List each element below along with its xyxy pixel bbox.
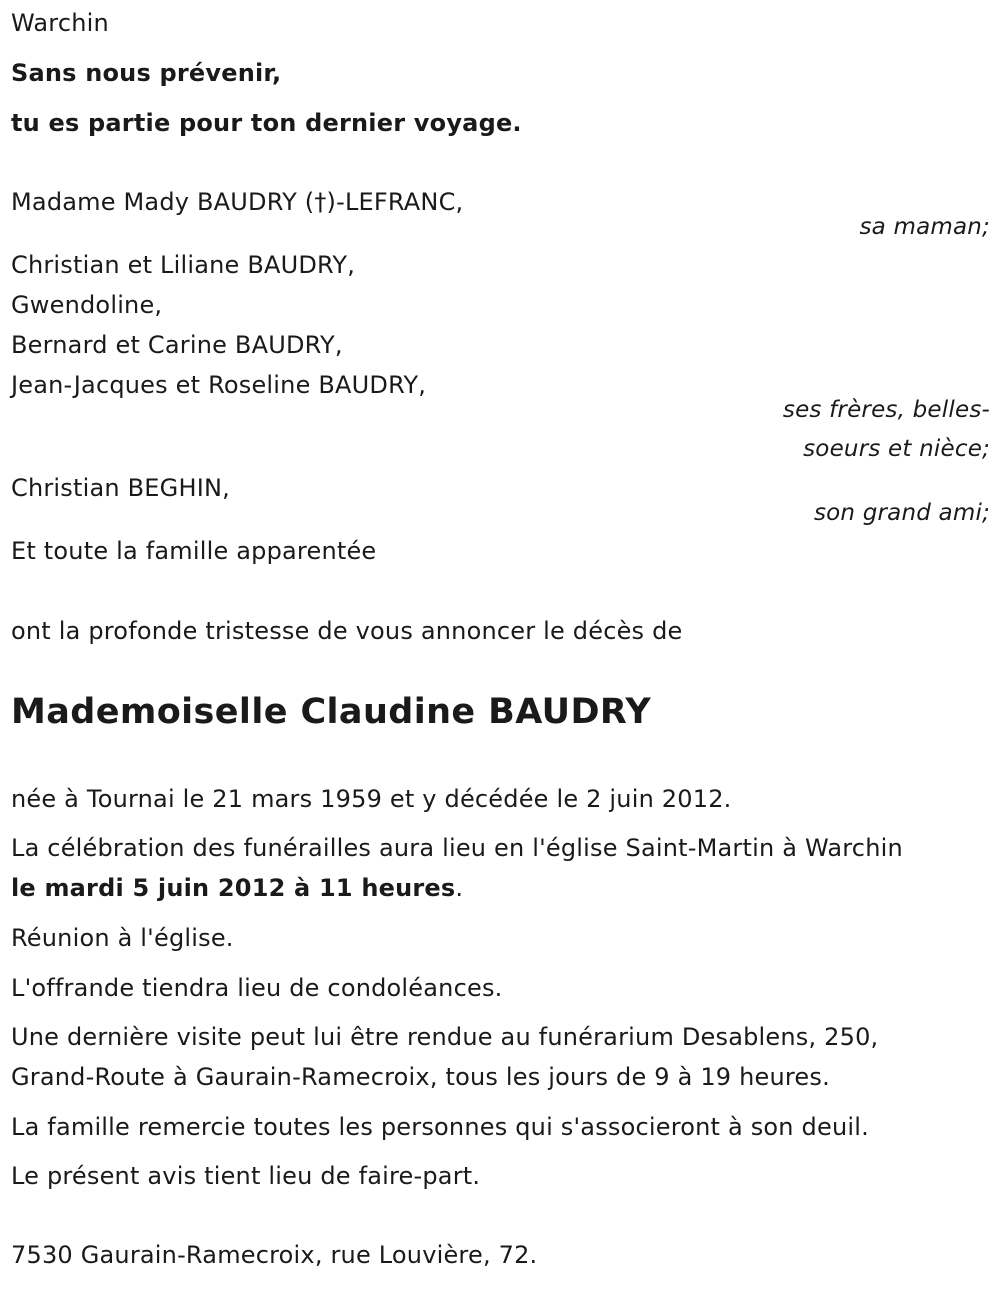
ceremony-line-1: La célébration des funérailles aura lieu en l'église Saint-Martin à Warchin xyxy=(11,834,903,862)
visit-line-2: Grand-Route à Gaurain-Ramecroix, tous les jours de 9 à 19 heures. xyxy=(11,1063,830,1091)
meeting-line: Réunion à l'église. xyxy=(11,924,234,952)
ceremony-end: . xyxy=(455,874,464,902)
sibling-4: Jean-Jacques et Roseline BAUDRY, xyxy=(11,371,427,399)
offering-line: L'offrande tiendra lieu de condoléances. xyxy=(11,974,503,1002)
location-label: Warchin xyxy=(11,9,109,37)
verse-line-2: tu es partie pour ton dernier voyage. xyxy=(11,109,522,137)
family-address: 7530 Gaurain-Ramecroix, rue Louvière, 72. xyxy=(11,1241,538,1269)
ceremony-line-2 xyxy=(11,875,463,903)
siblings-relation-2: soeurs et nièce; xyxy=(803,436,990,462)
mother-relation: sa maman; xyxy=(859,214,990,240)
announcement-intro: ont la profonde tristesse de vous annoncer le décès de xyxy=(11,617,683,645)
extended-family: Et toute la famille apparentée xyxy=(11,537,377,565)
friend-relation: son grand ami; xyxy=(813,500,990,526)
friend-name: Christian BEGHIN, xyxy=(11,474,230,502)
notice-line: Le présent avis tient lieu de faire-part. xyxy=(11,1162,481,1190)
sibling-2: Gwendoline, xyxy=(11,291,163,319)
thanks-line: La famille remercie toutes les personnes qui s'associeront à son deuil. xyxy=(11,1113,869,1141)
deceased-name: Mademoiselle Claudine BAUDRY xyxy=(11,692,652,732)
birth-death-line: née à Tournai le 21 mars 1959 et y décédée le 2 juin 2012. xyxy=(11,785,732,813)
verse-line-1: Sans nous prévenir, xyxy=(11,59,282,87)
siblings-relation-1: ses frères, belles- xyxy=(782,397,990,423)
visit-line-1: Une dernière visite peut lui être rendue au funérarium Desablens, 250, xyxy=(11,1023,879,1051)
sibling-1: Christian et Liliane BAUDRY, xyxy=(11,251,356,279)
ceremony-date: le mardi 5 juin 2012 à 11 heures xyxy=(11,874,456,902)
sibling-3: Bernard et Carine BAUDRY, xyxy=(11,331,343,359)
mother-name: Madame Mady BAUDRY (†)-LEFRANC, xyxy=(11,188,464,216)
